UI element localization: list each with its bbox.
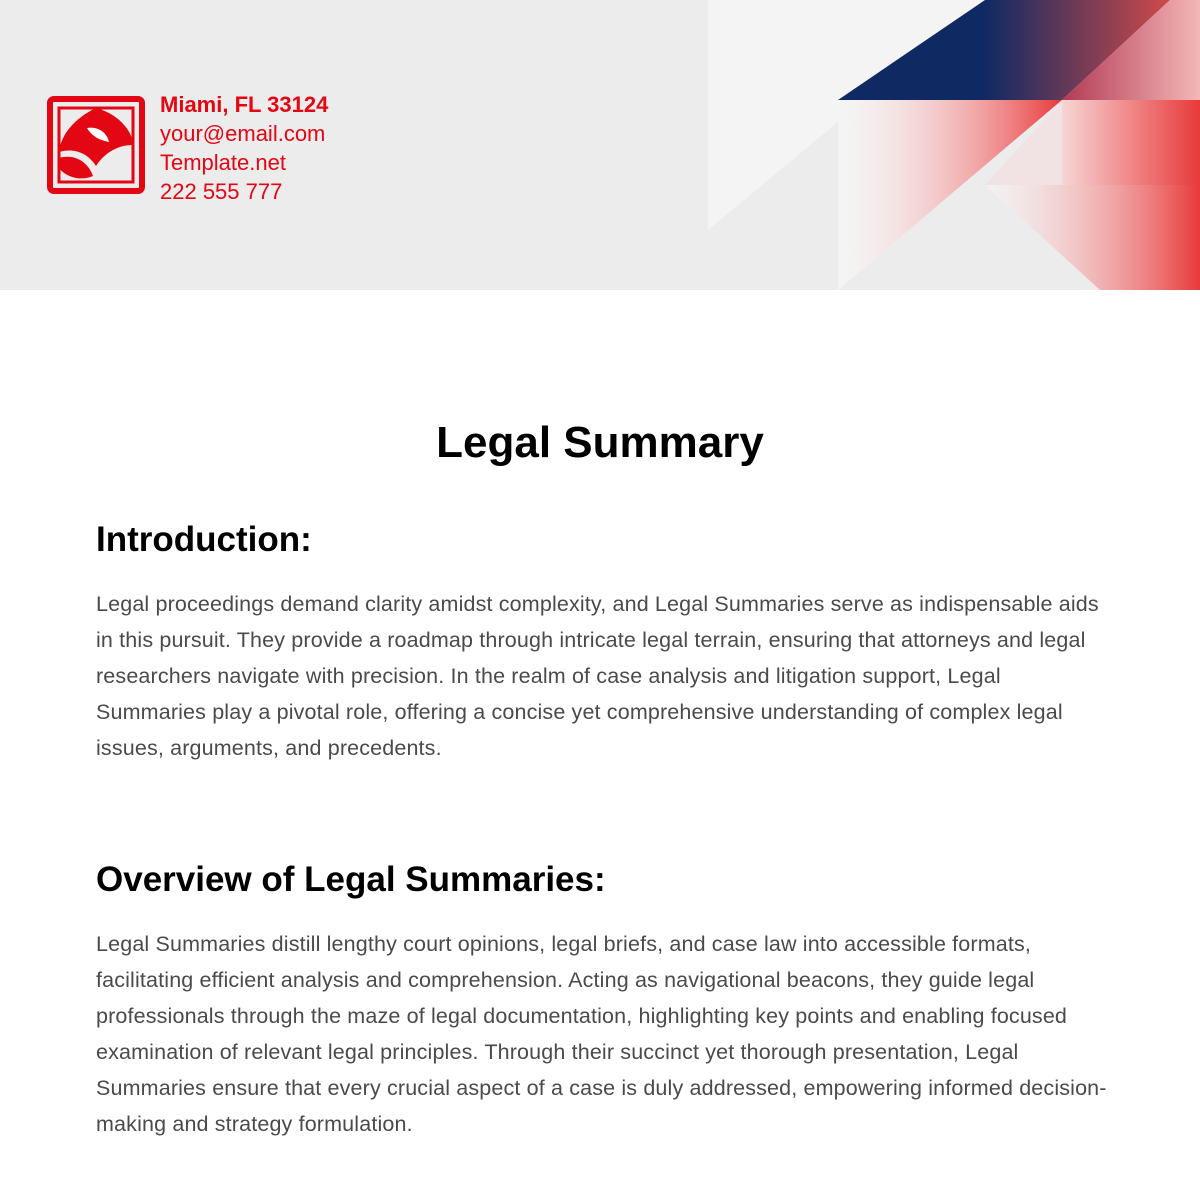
- contact-info: [160, 90, 328, 206]
- red-gradient-shape: [1062, 100, 1200, 185]
- section-heading-introduction: Introduction:: [96, 520, 312, 559]
- contact-address: Miami, FL 33124: [160, 92, 329, 117]
- section-heading-overview: Overview of Legal Summaries:: [96, 860, 606, 899]
- document-title: Legal Summary: [436, 418, 764, 467]
- header-banner: [0, 0, 1200, 290]
- contact-email[interactable]: your@email.com: [160, 121, 326, 146]
- contact-phone: 222 555 777: [160, 179, 283, 204]
- section-body-introduction: Legal proceedings demand clarity amidst complexity, and Legal Summaries serve as indispensable aids in this pursuit. They provide a roadmap through intricate legal terrain, ensuring that attorneys and legal researchers navigate with precision. In the realm of case analysis and litigation support, Legal Summaries play a pivotal role, offering a concise yet comprehensive understanding of complex legal issues, arguments, and precedents.: [96, 592, 1099, 760]
- section-body-overview: Legal Summaries distill lengthy court opinions, legal briefs, and case law into accessible formats, facilitating efficient analysis and comprehension. Acting as navigational beacons, they guide legal professionals through the maze of legal documentation, highlighting key points and enabling focused examination of relevant legal principles. Through their succinct yet thorough presentation, Legal Summaries ensure that every crucial aspect of a case is duly addressed, empowering informed decision-making and strategy formulation.: [96, 932, 1107, 1136]
- contact-website[interactable]: Template.net: [160, 150, 286, 175]
- red-gradient-shape: [985, 185, 1200, 290]
- brand-logo-icon: [47, 96, 145, 194]
